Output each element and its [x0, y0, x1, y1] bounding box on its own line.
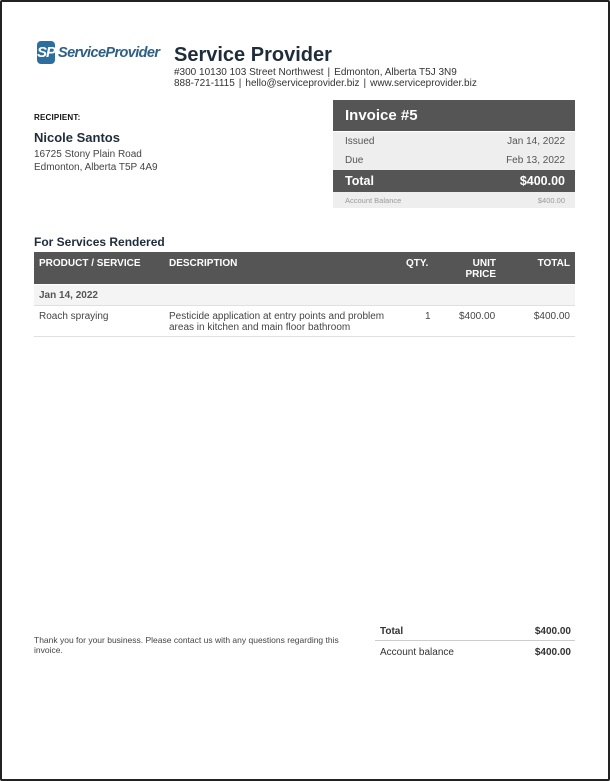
company-name: Service Provider: [174, 44, 332, 66]
invoice-due-row: [333, 151, 575, 170]
separator: |: [363, 78, 367, 89]
footer-total-label: Total: [380, 626, 404, 637]
due-value: Feb 13, 2022: [506, 155, 565, 166]
footer-total-value: $400.00: [534, 626, 571, 637]
footer-balance-row: [375, 647, 575, 658]
logo-text: ServiceProvider: [58, 44, 160, 61]
company-contact-line: [174, 78, 477, 89]
item-description-line1: Pesticide application at entry points and problem: [169, 311, 385, 322]
header-description: DESCRIPTION: [169, 258, 238, 269]
header-unit-price-line2: PRICE: [465, 269, 496, 280]
logo-mark: SP: [37, 41, 55, 64]
company-city: Edmonton, Alberta T5J 3N9: [334, 67, 457, 78]
total-value: $400.00: [519, 174, 565, 188]
company-phone: 888-721-1115: [174, 78, 235, 89]
recipient-label: RECIPIENT:: [34, 113, 81, 122]
item-unit-price: $400.00: [459, 311, 496, 322]
header-unit-price: [458, 258, 496, 280]
invoice-summary: [333, 100, 575, 208]
company-address-line: [174, 67, 457, 78]
services-table-header: [34, 252, 575, 284]
separator: |: [327, 67, 331, 78]
footer-balance-value: $400.00: [534, 647, 571, 658]
thank-you-line1: Thank you for your business. Please contact us with any questions regarding this: [34, 635, 339, 645]
service-date-row: Jan 14, 2022: [34, 285, 575, 306]
thank-you-line2: invoice.: [34, 645, 63, 655]
account-balance-label: Account Balance: [345, 195, 402, 205]
item-description: [169, 311, 384, 333]
header-total: TOTAL: [537, 258, 570, 269]
table-row: [34, 306, 575, 337]
header-unit-price-line1: UNIT: [472, 258, 496, 269]
invoice-balance-row: [333, 192, 575, 208]
account-balance-value: $400.00: [537, 195, 565, 205]
invoice-total-row: [333, 170, 575, 192]
header-qty: QTY.: [406, 258, 429, 269]
recipient-street: 16725 Stony Plain Road: [34, 149, 142, 160]
item-total: $400.00: [533, 311, 570, 322]
thank-you-note: [34, 635, 364, 655]
services-title: For Services Rendered: [34, 235, 165, 249]
footer-total-row: [375, 626, 575, 641]
recipient-city: Edmonton, Alberta T5P 4A9: [34, 162, 158, 173]
company-email[interactable]: hello@serviceprovider.biz: [245, 78, 360, 89]
invoice-title: Invoice #5: [333, 100, 575, 131]
invoice-issued-row: [333, 132, 575, 151]
company-website[interactable]: www.serviceprovider.biz: [370, 78, 477, 89]
issued-value: Jan 14, 2022: [507, 136, 565, 147]
issued-label: Issued: [345, 136, 375, 147]
due-label: Due: [345, 155, 364, 166]
header-product: PRODUCT / SERVICE: [39, 258, 141, 269]
separator: |: [238, 78, 242, 89]
footer-balance-label: Account balance: [380, 647, 454, 658]
item-description-line2: areas in kitchen and main floor bathroom: [169, 322, 351, 333]
recipient-name: Nicole Santos: [34, 130, 120, 145]
total-label: Total: [345, 174, 374, 188]
company-address: #300 10130 103 Street Northwest: [174, 67, 324, 78]
item-product: Roach spraying: [39, 311, 109, 322]
item-qty: 1: [425, 311, 431, 322]
company-logo: [37, 40, 159, 65]
